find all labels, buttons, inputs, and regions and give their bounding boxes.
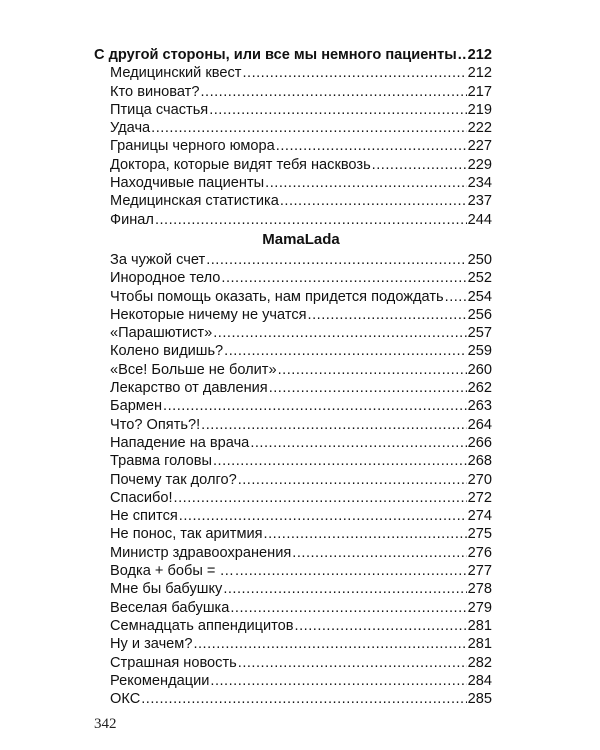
- dot-leader: [213, 324, 466, 342]
- toc-entry: [94, 83, 492, 101]
- toc-entry-title: Инородное тело: [110, 270, 221, 287]
- dot-leader: [265, 174, 466, 192]
- toc-entry-title: Финал: [110, 211, 154, 228]
- dot-leader: [235, 562, 467, 580]
- toc-entry-title: Страшная новость: [110, 654, 237, 671]
- toc-entry-page: 217: [467, 83, 492, 100]
- toc-entry-page: 282: [467, 654, 492, 671]
- toc-entry: [94, 434, 492, 452]
- toc-entry-title: Почему так долго?: [110, 471, 237, 488]
- toc-entry-title: Министр здравоохранения: [110, 544, 292, 561]
- toc-entry-title: Семнадцать аппендицитов: [110, 617, 294, 634]
- toc-entry: [94, 306, 492, 324]
- toc-entry-title: Не спится: [110, 508, 178, 525]
- dot-leader: [295, 617, 467, 635]
- toc-entry-page: 212: [467, 65, 492, 82]
- dot-leader: [179, 507, 467, 525]
- dot-leader: [238, 654, 467, 672]
- dot-leader: [280, 192, 467, 210]
- toc-entry-title: Лекарство от давления: [110, 380, 268, 397]
- dot-leader: [151, 119, 466, 137]
- toc-entry: [94, 544, 492, 562]
- toc-entry-page: 229: [467, 156, 492, 173]
- toc-entry-page: 237: [467, 193, 492, 210]
- dot-leader: [445, 288, 467, 306]
- toc-entry: [94, 342, 492, 360]
- toc-part1-list: [94, 64, 492, 229]
- toc-entry: [94, 379, 492, 397]
- toc-entry-page: 262: [467, 380, 492, 397]
- dot-leader: [193, 635, 466, 653]
- page-number: 342: [94, 716, 117, 732]
- toc-entry-page: 279: [467, 599, 492, 616]
- toc-entry-page: 270: [467, 471, 492, 488]
- toc-entry-page: 219: [467, 101, 492, 118]
- toc-entry-title: Веселая бабушка: [110, 599, 230, 616]
- toc-entry: [94, 507, 492, 525]
- toc-entry-page: 227: [467, 138, 492, 155]
- dot-leader: [221, 269, 466, 287]
- dot-leader: [163, 397, 467, 415]
- toc-entry: [94, 525, 492, 543]
- dot-leader: [372, 156, 467, 174]
- toc-entry: [94, 269, 492, 287]
- toc-entry: [94, 452, 492, 470]
- toc-part2-list: [94, 251, 492, 708]
- dot-leader: [155, 211, 467, 229]
- dot-leader: [210, 672, 466, 690]
- toc-entry-title: Чтобы помощь оказать, нам придется подождать: [110, 288, 444, 305]
- dot-leader: [238, 471, 467, 489]
- toc-entry-page: 222: [467, 120, 492, 137]
- toc-entry-page: 272: [467, 489, 492, 506]
- dot-leader: [278, 361, 467, 379]
- toc-entry-title: Травма головы: [110, 453, 212, 470]
- toc-entry-page: 268: [467, 453, 492, 470]
- toc-entry-page: 274: [467, 508, 492, 525]
- toc-entry: [94, 580, 492, 598]
- dot-leader: [223, 580, 466, 598]
- dot-leader: [200, 83, 466, 101]
- toc-entry-title: За чужой счет: [110, 251, 206, 268]
- dot-leader: [264, 525, 467, 543]
- dot-leader: [206, 251, 466, 269]
- toc-entry: [94, 119, 492, 137]
- toc-entry-page: 277: [467, 563, 492, 580]
- toc-entry-page: 285: [467, 691, 492, 708]
- dot-leader: [276, 137, 467, 155]
- toc-entry-title: Медицинская статистика: [110, 193, 279, 210]
- toc-entry-title: Находчивые пациенты: [110, 175, 265, 192]
- toc-entry-page: 263: [467, 398, 492, 415]
- toc-entry-title: Птица счастья: [110, 101, 209, 118]
- toc-entry-title: Что? Опять?!: [110, 416, 201, 433]
- toc-entry: [94, 562, 492, 580]
- toc-entry-title: «Парашютист»: [110, 325, 213, 342]
- toc-entry: [94, 324, 492, 342]
- dot-leader: [292, 544, 466, 562]
- toc-entry-title: Ну и зачем?: [110, 636, 193, 653]
- toc-entry: [94, 174, 492, 192]
- toc-entry-title: Не понос, так аритмия: [110, 526, 263, 543]
- toc-entry: [94, 192, 492, 210]
- toc-entry-page: 275: [467, 526, 492, 543]
- toc-entry: [94, 397, 492, 415]
- toc-entry-page: 254: [467, 288, 492, 305]
- toc-part-page: 212: [467, 47, 492, 63]
- dot-leader: [174, 489, 467, 507]
- toc-entry-title: Некоторые ничему не учатся: [110, 306, 307, 323]
- toc-entry: [94, 635, 492, 653]
- toc-entry-title: Колено видишь?: [110, 343, 224, 360]
- toc-entry-page: 250: [467, 251, 492, 268]
- toc-entry: [94, 211, 492, 229]
- toc-entry-page: 281: [467, 636, 492, 653]
- toc-entry: [94, 489, 492, 507]
- dot-leader: [269, 379, 467, 397]
- toc-entry-page: 244: [467, 211, 492, 228]
- toc-entry-title: Доктора, которые видят тебя насквозь: [110, 156, 371, 173]
- toc-entry-page: 266: [467, 434, 492, 451]
- table-of-contents: [94, 46, 492, 708]
- toc-entry-title: Бармен: [110, 398, 163, 415]
- toc-entry: [94, 288, 492, 306]
- toc-entry: [94, 137, 492, 155]
- toc-entry: [94, 654, 492, 672]
- toc-part-title: С другой стороны, или все мы немного пациенты: [94, 47, 457, 63]
- toc-entry-page: 276: [467, 544, 492, 561]
- toc-entry: [94, 690, 492, 708]
- dot-leader: [213, 452, 467, 470]
- toc-entry-page: 257: [467, 325, 492, 342]
- toc-entry: [94, 64, 492, 82]
- toc-entry-title: «Все! Больше не болит»: [110, 361, 277, 378]
- toc-entry-title: Спасибо!: [110, 489, 173, 506]
- toc-entry-title: Медицинский квест: [110, 65, 242, 82]
- toc-entry-title: Удача: [110, 120, 151, 137]
- toc-entry: [94, 361, 492, 379]
- dot-leader: [201, 416, 466, 434]
- dot-leader: [250, 434, 466, 452]
- toc-entry: [94, 416, 492, 434]
- toc-entry-page: 264: [467, 416, 492, 433]
- toc-entry-title: Границы черного юмора: [110, 138, 275, 155]
- toc-entry: [94, 471, 492, 489]
- toc-entry-page: 252: [467, 270, 492, 287]
- toc-entry-title: Нападение на врача: [110, 434, 250, 451]
- toc-entry-title: Водка + бобы = …: [110, 563, 235, 580]
- toc-entry-page: 278: [467, 581, 492, 598]
- toc-entry: [94, 599, 492, 617]
- dot-leader: [209, 101, 466, 119]
- toc-entry-page: 284: [467, 672, 492, 689]
- toc-entry-page: 259: [467, 343, 492, 360]
- toc-section-heading: MamaLada: [262, 230, 340, 248]
- dot-leader: [230, 599, 466, 617]
- dot-leader: [242, 64, 466, 82]
- toc-entry: [94, 672, 492, 690]
- toc-entry-page: 260: [467, 361, 492, 378]
- toc-part-heading: [94, 46, 492, 64]
- toc-entry: [94, 251, 492, 269]
- dot-leader: [141, 690, 466, 708]
- toc-entry-title: Рекомендации: [110, 672, 210, 689]
- toc-entry: [94, 617, 492, 635]
- toc-entry: [94, 156, 492, 174]
- dot-leader: [458, 46, 467, 64]
- toc-entry-title: Кто виноват?: [110, 83, 200, 100]
- toc-entry-page: 281: [467, 617, 492, 634]
- toc-entry-page: 234: [467, 175, 492, 192]
- toc-entry-page: 256: [467, 306, 492, 323]
- toc-entry-title: Мне бы бабушку: [110, 581, 223, 598]
- dot-leader: [224, 342, 466, 360]
- toc-entry: [94, 101, 492, 119]
- toc-entry-title: ОКС: [110, 691, 141, 708]
- dot-leader: [308, 306, 467, 324]
